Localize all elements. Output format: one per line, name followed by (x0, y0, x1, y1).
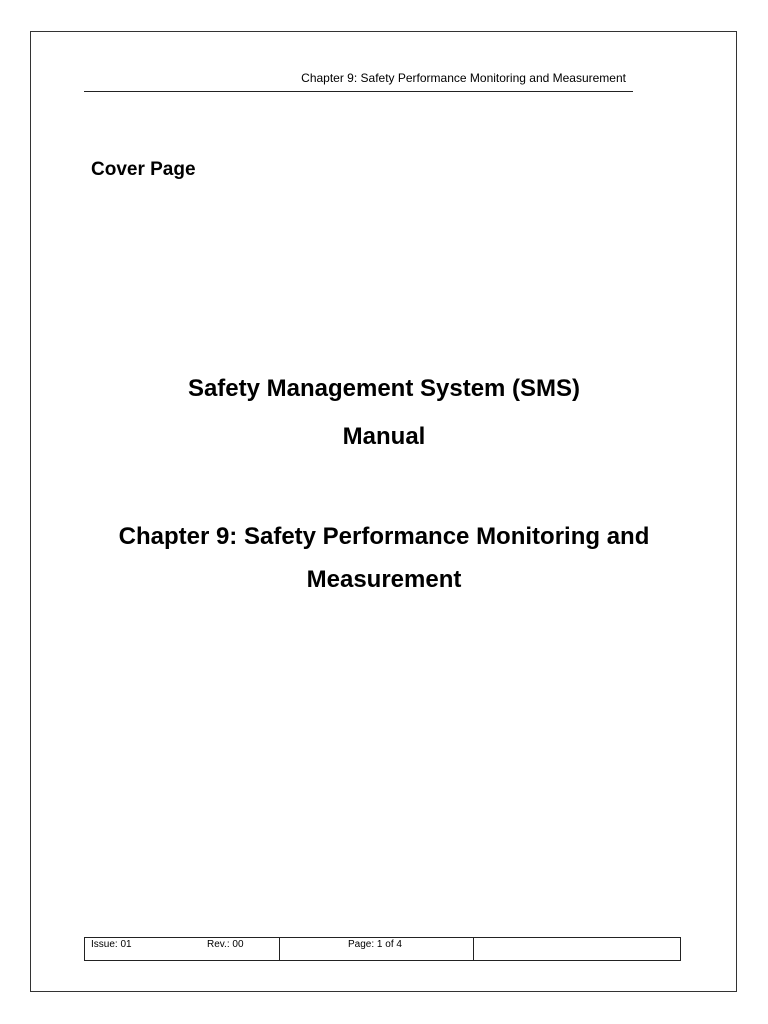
running-header-title: Chapter 9: Safety Performance Monitoring and Measurement (301, 71, 626, 85)
document-control-table (84, 937, 681, 961)
document-control-row (85, 938, 681, 961)
manual-title (0, 365, 768, 461)
manual-title-line-1: Safety Management System (SMS) (187, 375, 581, 402)
issue-rev-cell (85, 938, 280, 961)
chapter-title (70, 515, 698, 601)
blank-cell (474, 938, 681, 961)
chapter-title-line-2: Measurement (306, 566, 462, 593)
page-number: Page: 1 of 4 (348, 939, 402, 950)
manual-title-line-2: Manual (342, 423, 426, 450)
cover-page-label: Cover Page (91, 159, 196, 180)
page-cell (280, 938, 474, 961)
revision-number: Rev.: 00 (207, 939, 244, 950)
chapter-title-line-1: Chapter 9: Safety Performance Monitoring and (118, 523, 650, 550)
running-header (84, 68, 633, 92)
issue-number: Issue: 01 (91, 939, 132, 950)
